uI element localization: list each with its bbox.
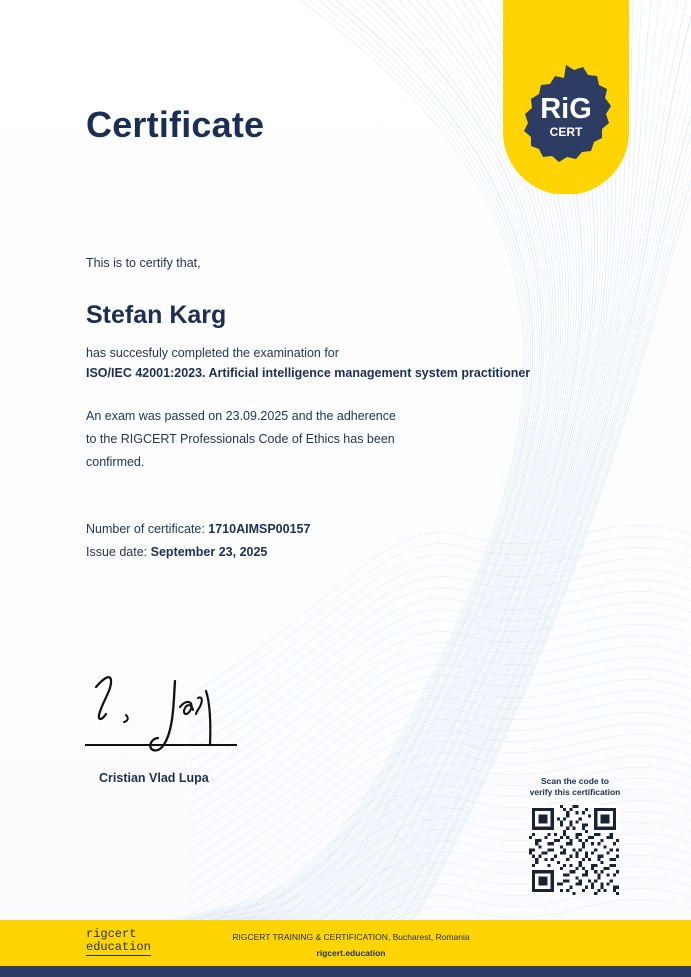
qr-caption-line-1: Scan the code to	[540, 776, 609, 786]
decorative-wave-line	[81, 0, 537, 977]
decorative-wave-line	[77, 0, 535, 977]
decorative-wave-line	[99, 0, 546, 977]
decorative-wave-line	[121, 0, 559, 977]
issue-date-row	[86, 541, 310, 564]
footer-bottom-bar	[0, 966, 691, 977]
footer-website[interactable]: rigcert.education	[316, 948, 386, 958]
recipient-name: Stefan Karg	[86, 301, 227, 329]
badge-logo-text: RiG	[540, 93, 592, 125]
footer-brand	[86, 928, 151, 956]
decorative-wave-line	[190, 591, 691, 761]
intro-text: This is to certify that,	[86, 256, 201, 270]
certificate-number-label: Number of certificate:	[86, 522, 205, 536]
decorative-wave-line	[59, 0, 526, 977]
decorative-wave-line	[86, 0, 540, 977]
decorative-wave-line	[190, 602, 691, 772]
signature-line	[85, 744, 237, 746]
decorative-wave-line	[117, 0, 557, 977]
course-title: ISO/IEC 42001:2023. Artificial intelligence management system practitioner	[86, 366, 531, 380]
qr-caption-line-2: verify this certification	[529, 787, 621, 797]
decorative-wave-line	[190, 547, 691, 717]
certificate-meta	[86, 518, 310, 564]
certificate-number: 1710AIMSP00157	[208, 522, 311, 536]
issue-date: September 23, 2025	[150, 545, 268, 559]
decorative-wave-line	[190, 580, 691, 750]
decorative-wave-line	[73, 0, 533, 977]
footer-info	[226, 929, 476, 961]
decorative-wave-line	[112, 0, 553, 977]
exam-statement	[86, 405, 436, 474]
decorative-wave-line	[288, 0, 691, 977]
certificate-number-row	[86, 518, 310, 541]
qr-caption	[520, 776, 630, 798]
decorative-wave-line	[90, 0, 542, 977]
issue-date-label: Issue date:	[86, 545, 148, 559]
exam-line-1: An exam was passed on 23.09.2025 and the adherence	[86, 409, 396, 423]
exam-line-3: confirmed.	[86, 455, 145, 469]
decorative-wave-line	[64, 0, 529, 977]
decorative-wave-line	[108, 0, 551, 977]
signer-name: Cristian Vlad Lupa	[99, 771, 209, 785]
footer-brand-line-2: education	[86, 940, 151, 954]
footer-brand-line-1: rigcert	[86, 927, 137, 941]
decorative-wave-line	[134, 0, 566, 977]
completion-text: has succesfuly completed the examination for	[86, 346, 339, 360]
footer-company: RIGCERT TRAINING & CERTIFICATION, Bucharest, Romania	[232, 932, 470, 942]
qr-code-icon[interactable]	[529, 805, 619, 895]
rigcert-badge	[503, 0, 629, 194]
signature-icon	[84, 668, 238, 756]
certificate-title: Certificate	[86, 104, 265, 145]
decorative-wave-line	[190, 624, 691, 794]
exam-line-2: to the RIGCERT Professionals Code of Ethics has been	[86, 432, 395, 446]
badge-sub-text: CERT	[549, 125, 583, 139]
